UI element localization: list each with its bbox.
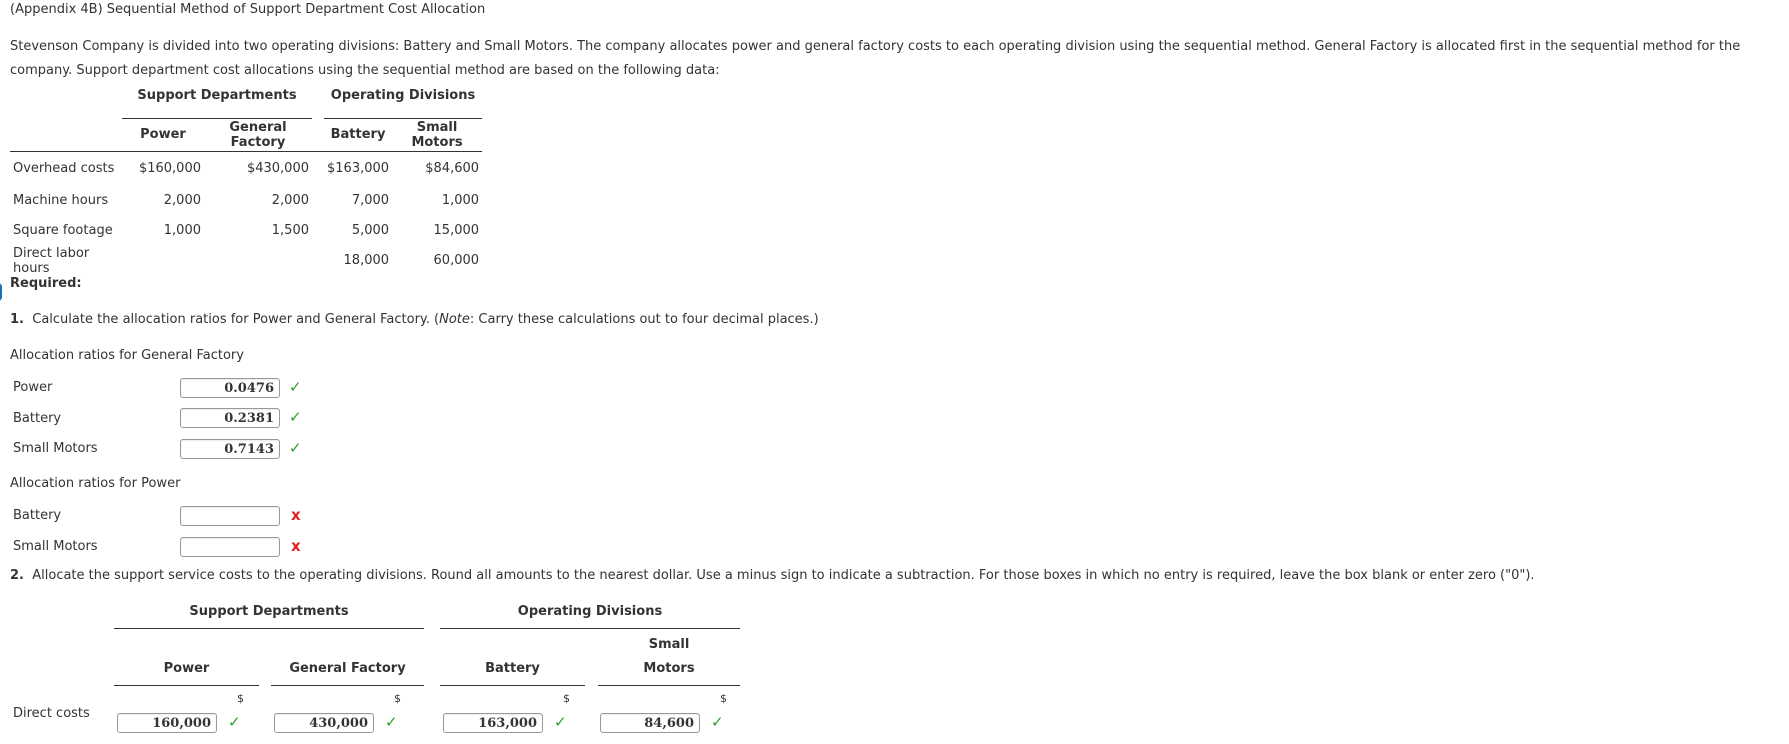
divider <box>440 685 585 686</box>
q1-text-after: : Carry these calculations out to four decimal places.) <box>469 312 819 327</box>
cell: 5,000 <box>351 223 390 238</box>
data-table <box>10 88 482 276</box>
check-icon: ✓ <box>228 713 241 731</box>
q2-col-small-line2: Motors <box>643 661 695 676</box>
q1-text: Calculate the allocation ratios for Power and General Factory. ( <box>32 312 440 327</box>
gf-ratios-title: Allocation ratios for General Factory <box>10 348 244 363</box>
divider <box>271 685 424 686</box>
power-battery-ratio-input[interactable] <box>180 506 280 526</box>
q2-number: 2. <box>10 568 24 583</box>
cell: $84,600 <box>425 161 480 176</box>
dollar-sign: $ <box>563 692 570 705</box>
gf-power-ratio-input[interactable]: 0.0476 <box>180 378 280 398</box>
gf-row-power-label: Power <box>13 380 53 395</box>
q1-note-label: Note <box>439 312 470 327</box>
cell <box>122 246 204 276</box>
cell: 7,000 <box>351 193 390 208</box>
check-icon: ✓ <box>289 378 302 396</box>
question-1 <box>10 312 819 327</box>
question-2 <box>10 568 1535 583</box>
group-operating-divisions: Operating Divisions <box>324 88 482 118</box>
direct-costs-general-factory-input[interactable]: 430,000 <box>274 713 374 733</box>
row-label-square-footage: Square footage <box>13 223 113 238</box>
gf-row-battery-label: Battery <box>13 411 62 426</box>
power-row-battery-label: Battery <box>13 508 62 523</box>
required-heading: Required: <box>10 276 82 291</box>
cell: $163,000 <box>327 161 390 176</box>
question-indicator <box>0 283 2 301</box>
divider <box>114 628 424 629</box>
power-small-motors-ratio-input[interactable] <box>180 537 280 557</box>
row-label-overhead: Overhead costs <box>13 161 115 176</box>
power-row-small-motors-label: Small Motors <box>13 539 98 554</box>
cell: 2,000 <box>271 193 309 208</box>
direct-costs-battery-input[interactable]: 163,000 <box>443 713 543 733</box>
cross-icon: x <box>291 506 301 524</box>
gf-battery-ratio-input[interactable]: 0.2381 <box>180 408 280 428</box>
q2-group-support: Support Departments <box>189 604 349 619</box>
cell: 1,000 <box>163 223 201 238</box>
cell: $160,000 <box>138 161 201 176</box>
q2-col-power: Power <box>163 661 210 676</box>
q1-number: 1. <box>10 312 24 327</box>
problem-intro: Stevenson Company is divided into two operating divisions: Battery and Small Motors. The company allocates power and general factory costs to each operating division using the sequential method. General Factory is allocated first in the sequential method for the company. Support department cost allocations using the sequential method are based on the following data: <box>10 39 1741 78</box>
direct-costs-small-motors-input[interactable]: 84,600 <box>600 713 700 733</box>
cell: 18,000 <box>343 253 390 268</box>
problem-title: (Appendix 4B) Sequential Method of Support Department Cost Allocation <box>10 2 486 17</box>
check-icon: ✓ <box>289 439 302 457</box>
col-battery: Battery <box>324 118 392 151</box>
q2-text: Allocate the support service costs to the operating divisions. Round all amounts to the nearest dollar. Use a minus sign to indicate a subtraction. For those boxes in which no entry is required, leave the box blank or enter zero ("0"). <box>32 568 1535 583</box>
check-icon: ✓ <box>289 408 302 426</box>
q2-col-small-line1: Small <box>648 637 690 652</box>
cell <box>204 246 312 276</box>
row-label-direct-costs: Direct costs <box>13 706 90 721</box>
cell: 15,000 <box>433 223 480 238</box>
col-power: Power <box>122 118 204 151</box>
q2-group-operating: Operating Divisions <box>517 604 663 619</box>
gf-small-motors-ratio-input[interactable]: 0.7143 <box>180 439 280 459</box>
cross-icon: x <box>291 537 301 555</box>
power-ratios-title: Allocation ratios for Power <box>10 476 181 491</box>
col-small-motors: Small Motors <box>392 118 482 151</box>
direct-costs-power-input[interactable]: 160,000 <box>117 713 217 733</box>
cell: 1,500 <box>271 223 309 238</box>
dollar-sign: $ <box>720 692 727 705</box>
row-label-direct-labor-hours: Direct labor hours <box>13 245 90 276</box>
q2-col-general-factory: General Factory <box>289 661 406 676</box>
cell: $430,000 <box>246 161 309 176</box>
group-support-departments: Support Departments <box>122 88 312 118</box>
q2-col-battery: Battery <box>485 661 540 676</box>
divider <box>114 685 259 686</box>
divider <box>598 685 740 686</box>
col-general-factory: General Factory <box>204 118 312 151</box>
dollar-sign: $ <box>394 692 401 705</box>
cell: 1,000 <box>441 193 480 208</box>
cell: 2,000 <box>163 193 201 208</box>
cell: 60,000 <box>433 253 480 268</box>
gf-row-small-motors-label: Small Motors <box>13 441 98 456</box>
divider <box>440 628 740 629</box>
check-icon: ✓ <box>711 713 724 731</box>
dollar-sign: $ <box>237 692 244 705</box>
row-label-machine-hours: Machine hours <box>13 193 109 208</box>
check-icon: ✓ <box>554 713 567 731</box>
check-icon: ✓ <box>385 713 398 731</box>
